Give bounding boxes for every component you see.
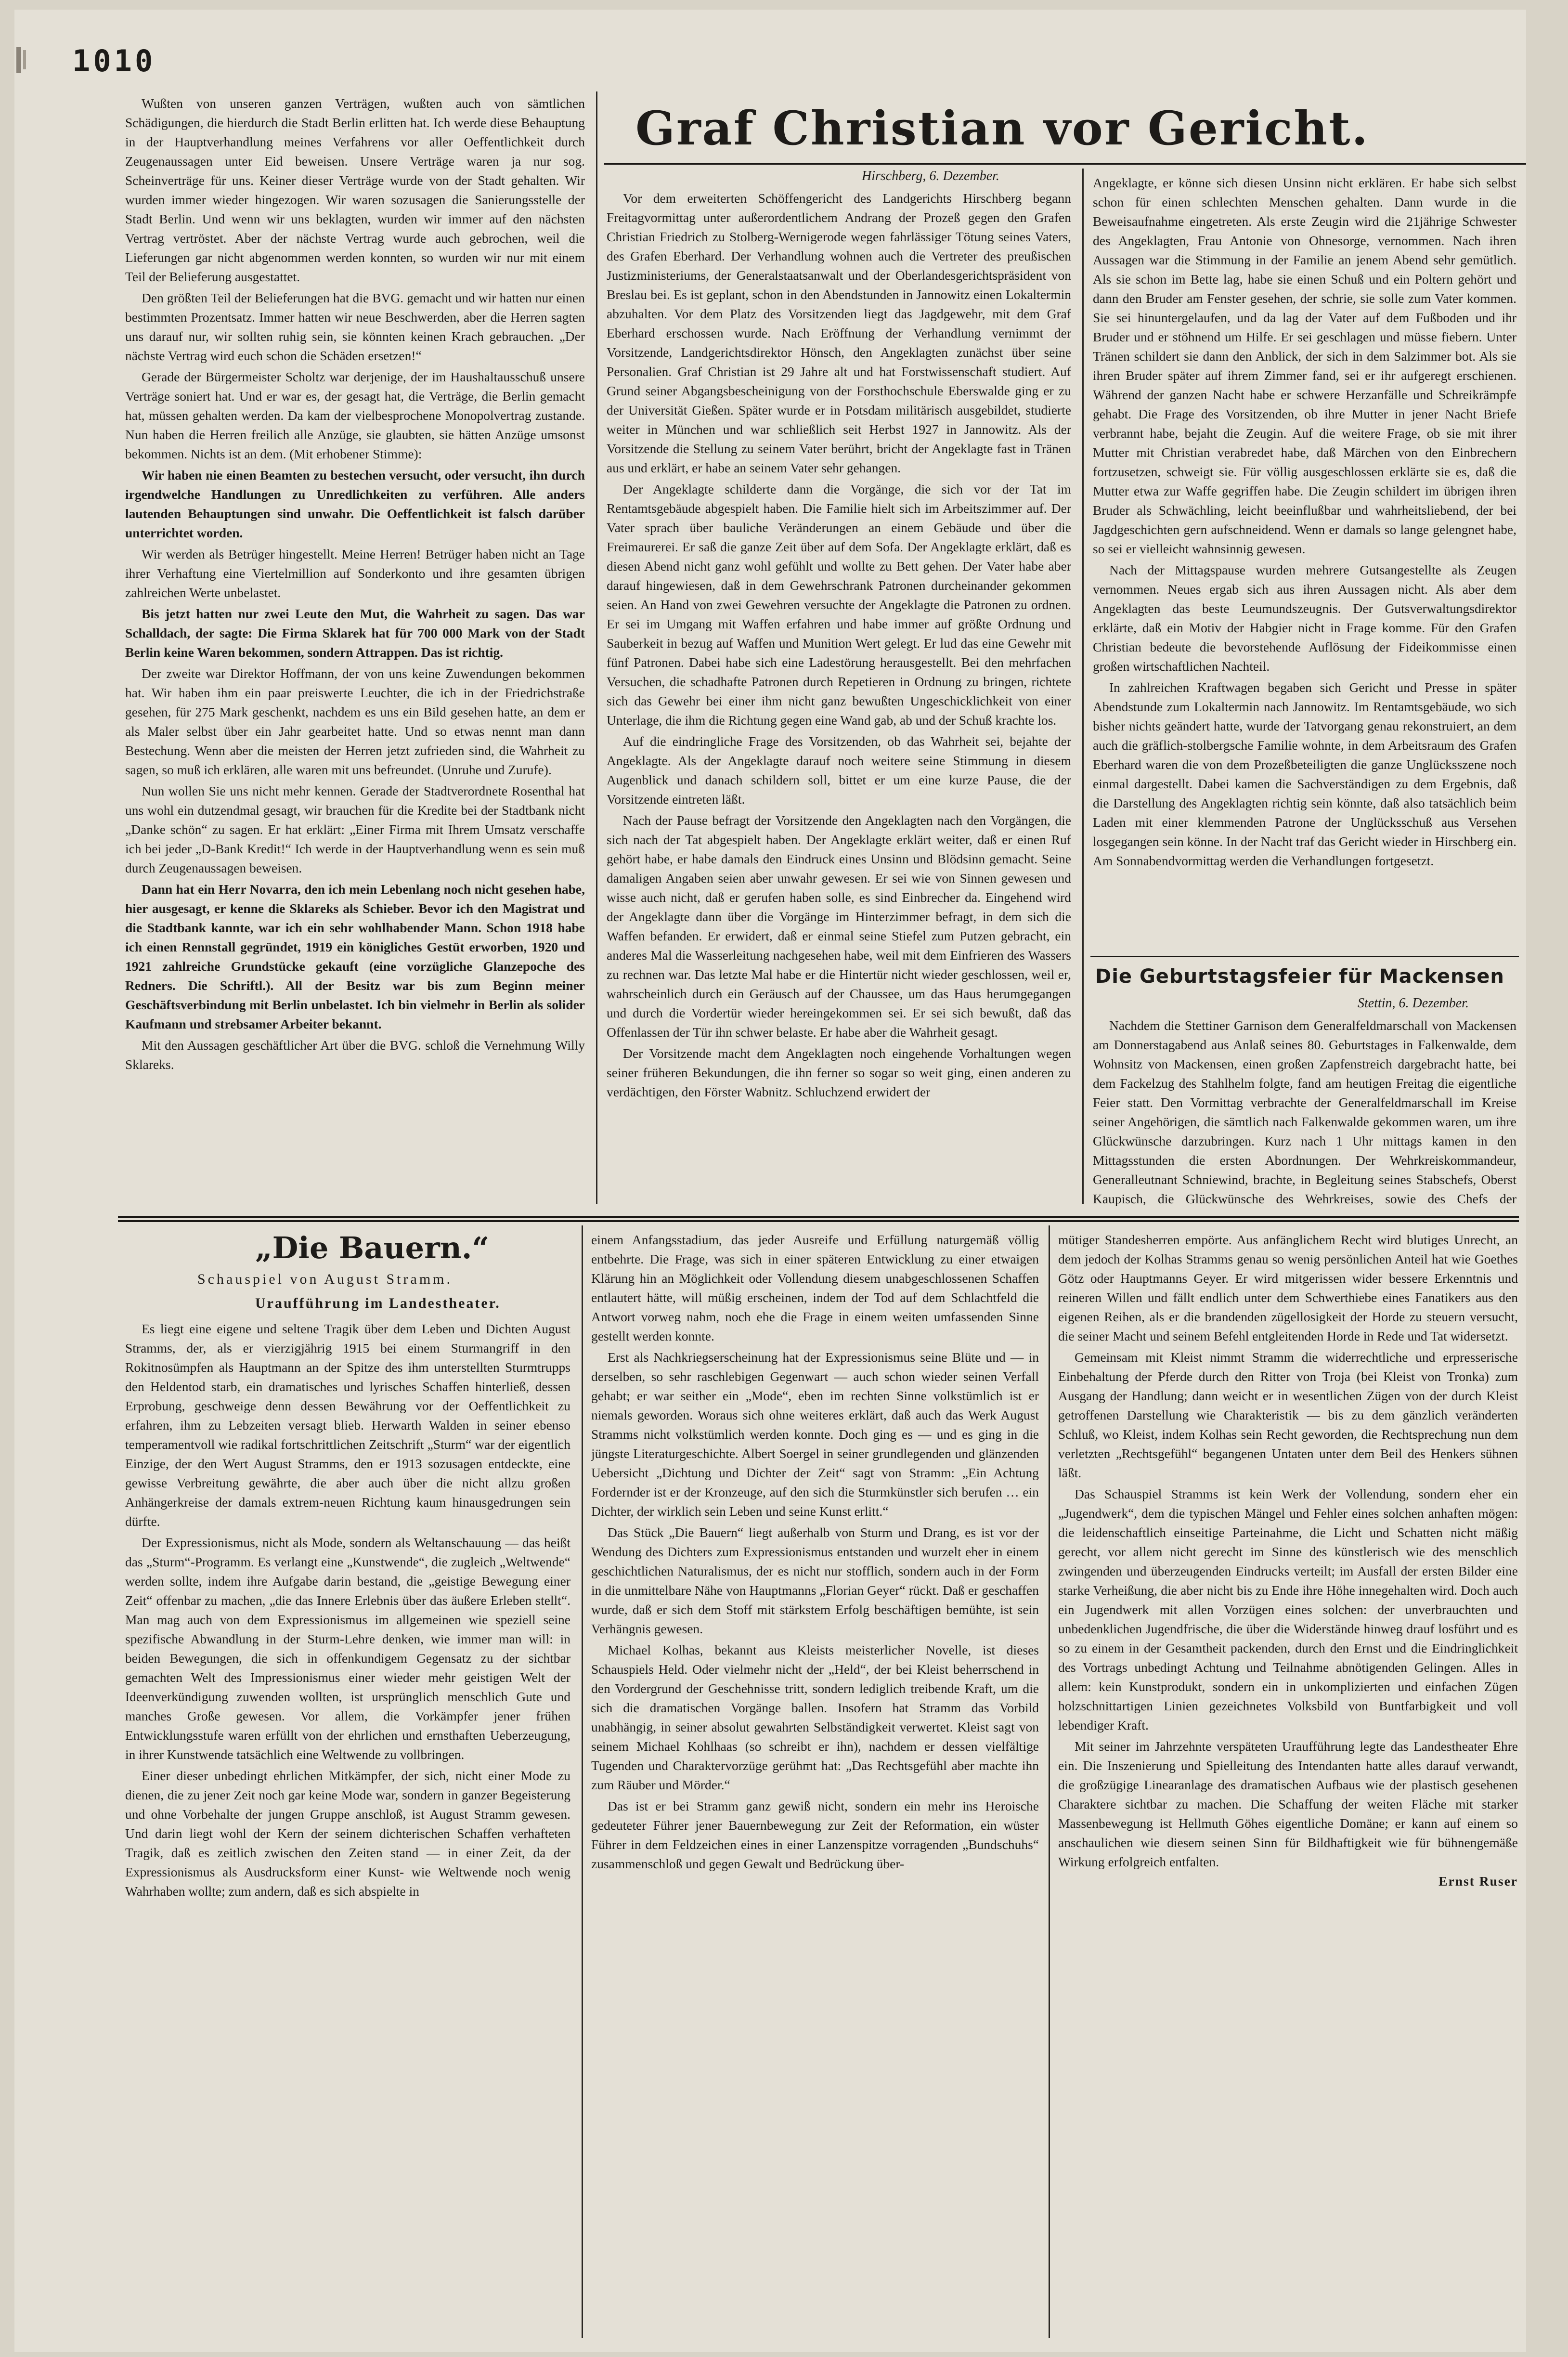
- dateline: Stettin, 6. Dezember.: [1358, 996, 1469, 1011]
- paragraph: Michael Kolhas, bekannt aus Kleists meisterlicher Novelle, ist dieses Schauspiels Held. Oder vielmehr nicht der „Held“, der bei Kleist beherrschend in den Vordergrund der Geschehnisse tritt, sondern lediglich treibende Kraft, um die sich die dramatischen Vorgänge ballen. Insofern hat Stramm das Vorbild unabhängig, in seiner absolut gewahrten Selbständigkeit verwertet. Kleist sagt von seinem Michael Kohlhaas (so schreibt er ihn), nachdem er dessen vielfältige Tugenden und Charaktervorzüge gerühmt hat: „Das Rechtsgefühl aber machte ihn zum Räuber und Mörder.“: [591, 1642, 1039, 1792]
- trial-column-1: [607, 189, 1071, 1205]
- binding-mark-graphic: [14, 43, 31, 77]
- paragraph: Auf die eindringliche Frage des Vorsitzenden, ob das Wahrheit sei, bejahte der Angeklagte. Als der Angeklagte darauf noch weitere seine Stimmung in diesem Augenblick und danach schildern soll, bittet er um eine kurze Pause, die der Vorsitzende eintreten läßt.: [607, 734, 1071, 807]
- article-subtitle: Schauspiel von August Stramm.: [197, 1271, 453, 1287]
- paragraph: Der Expressionismus, nicht als Mode, sondern als Weltanschauung — das heißt das „Sturm“-Programm. Es verlangt eine „Kunstwende“, die zugleich „Weltwende“ werden sollte, indem ihre Aufgabe darin bestand, die „geistige Bewegung einer Zeit“ offenbar zu machen, „die das Innere Erlebnis über das äußere Erleben stellt“. Man mag auch von dem Expressionismus im allgemeinen wie speziell seine spezifische Abwandlung in der Sturm-Lehre denken, wie immer man will: in beiden Bewegungen, die sich in offenkundigem Gegensatz zu der sichtbar gemachten Welt des Impressionismus einer wieder mehr geistigen Welt der Ideenverkündigung zuwenden wollten, ist ursprünglich menschlich Gute und manches Große gewesen. Vor allem, die Vorkämpfer jener frühen Entwicklungsstufe waren erfüllt von der ehrlichen und ernsthaften Ueberzeugung, in ihrer Kunstwende tatsächlich eine Weltwende zu vollbringen.: [125, 1535, 570, 1762]
- article-headline: Graf Christian vor Gericht.: [635, 101, 1369, 156]
- article-kicker: Uraufführung im Landestheater.: [255, 1295, 501, 1311]
- paragraph: Erst als Nachkriegserscheinung hat der Expressionismus seine Blüte und — in derselben, so sehr raschlebigen Gegenwart — auch schon wieder seinen Verfall gehabt; er war seither ein „Mode“, eben im rechten Sinne volkstümlich ist er niemals geworden. Woraus sich ohne weiteres erklärt, daß auch das Werk August Stramms nicht volkstümlich werden konnte. Doch ging es — und es ging in die jüngste Literaturgeschichte. Albert Soergel in seiner grundlegenden und glänzenden Uebersicht „Dichtung und Dichter der Zeit“ sagt von Stramm: „Ein Achtung Fordernder ist er der Kronzeuge, auf den sich die Sturmkünstler sich berufen … ein Dichter, der wirklich sein Leben und seine Kunst erlitt.“: [591, 1350, 1039, 1519]
- bauern-column-1: [125, 1319, 570, 2335]
- newspaper-page: [14, 10, 1526, 2352]
- paragraph: Das Schauspiel Stramms ist kein Werk der Vollendung, sondern eher ein „Jugendwerk“, dem die typischen Mängel und Fehler eines solchen anhaften mögen: die leidenschaftlich einseitige Parteinahme, die Licht und Schatten nicht mäßig gerecht, vor allem nicht gerecht im Sinne des künstlerisch wie des menschlich zwingenden und überzeugenden Eindrucks verteilt; im Ausfall der ersten Bilder eine starke Verheißung, die aber nicht bis zu Ende ihre Höhe innegehalten wird. Doch auch ein Jugendwerk mit allen Vorzügen eines solchen: der unverbrauchten und unbedenklichen Jugendfrische, die über die Widerstände hinweg drauf losführt und es so zu einem in der Gesamtheit packenden, durch den Ernst und die Eindringlichkeit des Vortrags unbedingt Achtung und Teilnahme abnötigenden Gelingen. Alles in allem: kein Kunstprodukt, sondern ein in unkomplizierten und einfachen Zügen holzschnittartigen Linien gezeichnetes Volksbild von Buntfarbigkeit und voll lebendiger Kraft.: [1058, 1486, 1518, 1732]
- mackensen-column: [1093, 1016, 1516, 1206]
- article-separator: [1090, 956, 1519, 957]
- paragraph: Angeklagte, er könne sich diesen Unsinn nicht erklären. Er habe sich selbst schon für einen schlechten Menschen gehalten. Dann wurde in die Beweisaufnahme eingetreten. Als erste Zeugin wird die 21jährige Schwester des Angeklagten, Frau Antonie von Ohnesorge, vernommen. Nach ihren Aussagen war die Stimmung in der Familie an jenem Abend sehr gemütlich. Als sie schon im Bette lag, habe sie einen Schuß und ein Poltern gehört und dann den Bruder am Fenster gesehen, der schrie, sie solle zum Vater kommen. Sie sei hinuntergelaufen, und da lag der Vater auf dem Fußboden und ihr Bruder und er stöhnend um Hilfe. Er sei geschlagen und müsse fiebern. Unter Tränen schildert sie dann den Anblick, der sich in dem Salzimmer bot. Als sie ihren Bruder später auf ihrem Zimmer fand, sei er ihr aufgeregt erschienen. Während der ganzen Nacht habe er schwere Herzanfälle und Schreikrämpfe gehabt. Die Frage des Vorsitzenden, ob ihre Mutter in jener Nacht Briefe verbrannt habe, bejaht die Zeugin. Auf die weitere Frage, ob sie mit ihrer Mutter mit Christian verabredet habe, daß Märchen von den Einbrechern fortzusetzen, schweigt sie. Für völlig ausgeschlossen erklärte sie es, daß die Mutter etwa zur Waffe gegriffen habe. Die Zeugin schildert im übrigen ihren Bruder als Schwächling, leicht beeinflußbar und wahrheitsliebend, der bei Jagdgeschichten gern aufschneidend. Wenn er damals so lange gelengnet habe, so sei er vielleicht wahnsinnig gewesen.: [1093, 175, 1516, 556]
- paragraph: Wir haben nie einen Beamten zu bestechen versucht, oder versucht, ihn durch irgendwelche Handlungen zu Unredlichkeiten zu verführen. Alle anders lautenden Behauptungen sind unwahr. Die Oeffentlichkeit ist falsch darüber unterrichtet worden.: [125, 468, 585, 540]
- paragraph: einem Anfangsstadium, das jeder Ausreife und Erfüllung naturgemäß völlig entbehrte. Die Frage, was sich in einer späteren Entwicklung zu einer etwaigen Klärung hin an Möglichkeit oder Vollendung diesem unabgeschlossenen Schaffen entlautert hätte, will müßig erscheinen, indem der Tod auf dem Schlachtfeld die Antwort vorweg nahm, noch ehe die Frage in einem weiten umfassenden Sinne gestellt werden konnte.: [591, 1232, 1039, 1343]
- column-top-left: [125, 94, 585, 1201]
- paragraph: Dann hat ein Herr Novarra, den ich mein Lebenlang noch nicht gesehen habe, hier ausgesagt, er kenne die Sklareks als Schieber. Bevor ich den Magistrat und die Stadtbank kannte, war ich ein sehr wohlhabender Mann. Schon 1918 habe ich einen Rennstall gegründet, 1919 ein königliches Gestüt erworben, 1920 und 1921 zahlreiche Grundstücke gekauft (eine vorzügliche Glanzepoche des Redners. Die Schriftl.). All der Besitz war bis zum Beginn meiner Geschäftsverbindung mit Berlin unbelastet. Ich bin vielmehr in Berlin als solider Kaufmann und strebsamer Arbeiter bekannt.: [125, 882, 585, 1031]
- page-number: 1010: [72, 43, 156, 78]
- paragraph: Mit den Aussagen geschäftlicher Art über die BVG. schloß die Vernehmung Willy Sklareks.: [125, 1038, 585, 1072]
- paragraph: Das Stück „Die Bauern“ liegt außerhalb von Sturm und Drang, es ist vor der Wendung des Dichters zum Expressionismus entstanden und wurzelt eher in einem geschichtlichen Naturalismus, der es nicht nur stofflich, sondern auch in der Form in die unmittelbare Nähe von Hauptmanns „Florian Geyer“ rückt. Daß er geschaffen wurde, daß er sich dem Stoff mit stärkstem Erfolg beschäftigen bemühte, ist sein Verhängnis gewesen.: [591, 1525, 1039, 1636]
- paragraph: Nachdem die Stettiner Garnison dem Generalfeldmarschall von Mackensen am Donnerstagabend aus Anlaß seines 80. Geburtstages in Falkenwalde, dem Wohnsitz von Mackensen, einen großen Zapfenstreich dargebracht hatte, bei dem Fackelzug des Stahlhelm folgte, fand am heutigen Freitag die eigentliche Feier statt. Den Vormittag verbrachte der Generalfeldmarschall im Kreise seiner Angehörigen, die sämtlich nach Falkenwalde gekommen waren, um ihre Glückwünsche darzubringen. Kurz nach 1 Uhr mittags kamen in den Mittagsstunden die ersten Abordnungen. Der Wehrkreiskommandeur, Generalleutnant Schniewind, brachte, in Begleitung seines Stabschefs, Oberst Kaupisch, die Glückwünsche des Wehrkreises, sowie des Chefs der: [1093, 1018, 1516, 1206]
- paragraph: Der Vorsitzende macht dem Angeklagten noch eingehende Vorhaltungen wegen seiner früheren Bekundungen, die ihn ferner so sogar so weit ging, einen anderen zu verdächtigen, den Förster Wabnitz. Schluchzend erwidert der: [607, 1046, 1071, 1099]
- paragraph: Wußten von unseren ganzen Verträgen, wußten auch von sämtlichen Schädigungen, die hierdurch die Stadt Berlin erlitten hat. Ich werde diese Behauptung in der Hauptverhandlung meines Verfahrens vor aller Oeffentlichkeit durch Zeugenaussagen unter Eid beweisen. Unsere Verträge waren ja nur sog. Scheinverträge für uns. Keiner dieser Verträge wurde von der Stadt gehalten. Wir wurden immer wieder hingezogen. Wir waren sozusagen die Sanierungsstelle der Stadt Berlin. Und wenn wir uns beklagten, wurden wir immer auf den nächsten Vertrag vertröstet. Aber der nächste Vertrag wurde auch gebrochen, weil die Lieferungen gar nicht abgenommen werden konnten, so wurden wir nur mit einem Teil der Belieferung ausgestattet.: [125, 96, 585, 284]
- paragraph: In zahlreichen Kraftwagen begaben sich Gericht und Presse in später Abendstunde zum Lokaltermin nach Jannowitz. Im Rentamtsgebäude, wo sich bisher nichts geändert hatte, wurde der Tatvorgang genau rekonstruiert, an dem auch die gräflich-stolbergsche Familie wohnte, in dem Arbeitsraum des Grafen Eberhard waren die von dem Prozeßbeteiligten die ganze Unglücksszene noch einmal dargestellt. Dabei kamen die Sachverständigen zu dem Ergebnis, daß die Darstellung des Angeklagten richtig sein könnte, daß also tatsächlich beim Laden mit einer klemmenden Patrone der Unglücksschuß aus Versehen losgegangen sein könne. In der Nacht traf das Gericht wieder in Hirschberg ein. Am Sonnabendvormittag werden die Verhandlungen fortgesetzt.: [1093, 680, 1516, 868]
- trial-column-2: [1093, 173, 1516, 953]
- bauern-column-3: [1058, 1230, 1518, 2335]
- paragraph: Der Angeklagte schilderte dann die Vorgänge, die sich vor der Tat im Rentamtsgebäude abgespielt haben. Die Familie hielt sich im Arbeitszimmer auf. Der Vater sprach über bauliche Veränderungen an einem Gebäude und über die Freimaurerei. Er saß die ganze Zeit über auf dem Sofa. Der Angeklagte erklärt, daß es diesen Abend nicht ganz wohl gefühlt und wollte zu Bett gehen. Der Vater habe aber darauf hingewiesen, daß in dem Gewehrschrank Patronen durcheinander gekommen seien. An Hand von zwei Gewehren versuchte der Angeklagte die Patronen zu ordnen. Er sei im Umgang mit Waffen erfahren und habe immer auf größte Ordnung und Sauberkeit in bezug auf Waffen und Munition Wert gelegt. Er lud das eine Gewehr mit fünf Patronen. Dabei habe sich eine Ladestörung herausgestellt. Bei den mehrfachen Versuchen, die schadhafte Patronen durch Repetieren in Ordnung zu bringen, richtete sich das Gewehr bei einer ihm nicht ganz bewußten Ungeschicklichkeit von einer Unterlage, die ihm die Richtung gegen eine Wand gab, ab und der Schuß krachte los.: [607, 482, 1071, 728]
- paragraph: Der zweite war Direktor Hoffmann, der von uns keine Zuwendungen bekommen hat. Wir haben ihm ein paar preiswerte Leuchter, die ich in der Friedrichstraße gesehen, für 275 Mark geschenkt, nachdem es uns ein Bild gesehen hatte, an dem er als Maler selbst über ein Jahr gearbeitet hatte. Und so etwas nennt man dann Bestechung. Wenn aber die meisten der Herren jetzt zufrieden sind, die Wahrheit zu sagen, so muß ich erklären, alle waren mit uns befreundet. (Unruhe und Zurufe).: [125, 666, 585, 777]
- article-headline-bauern: „Die Bauern.“: [255, 1230, 490, 1265]
- section-divider: [118, 1216, 1519, 1222]
- paragraph: Nun wollen Sie uns nicht mehr kennen. Gerade der Stadtverordnete Rosenthal hat uns wohl ein dutzendmal gesagt, wir brauchen für die Kredite bei der Stadtbank nicht „Danke schön“ zu sagen. Er hat erklärt: „Einer Firma mit Ihrem Umsatz verschaffe ich bei jeder „D-Bank Kredit!“ Ich werde in der Hauptverhandlung wenn es sein muß durch Zeugenaussagen beweisen.: [125, 783, 585, 875]
- paragraph: Mit seiner im Jahrzehnte verspäteten Uraufführung legte das Landestheater Ehre ein. Die Inszenierung und Spielleitung des Intendanten hatte alles darauf verwandt, die großzügige Linearanlage des dramatischen Aufbaus wie der plastisch gesehenen Charaktere sichtbar zu machen. Die Schaffung der weiten Fläche mit starker Massenbewegung ist Hellmuth Göhes eigentliche Domäne; er kann auf einem so anschaulichen wie diesem seinen Sinn für Bildhaftigkeit wie für bühnengemäße Wirkung erfolgreich entfalten.: [1058, 1739, 1518, 1869]
- paragraph: Gemeinsam mit Kleist nimmt Stramm die widerrechtliche und erpresserische Einbehaltung der Pferde durch den Ritter von Troja (bei Kleist von Tronka) zum Ausgang der Handlung; dann weicht er in wesentlichen Zügen von der durch Kleist getroffenen Darstellung wie Charakteristik — bis zu dem gänzlich veränderten Schluß, wo Kleist, indem Kolhas sein Recht geworden, die Rechtsprechung nun dem verletzten „Rechtsgefühl“ begangenen Untaten unter dem Beil des Henkers sühnen läßt.: [1058, 1350, 1518, 1480]
- paragraph: Einer dieser unbedingt ehrlichen Mitkämpfer, der sich, nicht einer Mode zu dienen, die zu jener Zeit noch gar keine Mode war, sondern in ganzer Begeisterung und ohne Vorbehalte der jungen Gruppe anschloß, ist August Stramm gewesen. Und darin liegt wohl der Kern der seinem dichterischen Schaffen verhafteten Tragik, daß es zeitlich zwischen den Zeiten stand — in einer Zeit, da der Expressionismus als Ausdrucksform einer Kunst- wie Weltwende noch wenig Wahrhaben wollte; zum andern, daß es sich abspielte in: [125, 1768, 570, 1899]
- column-rule: [1082, 169, 1084, 1204]
- paragraph: Das ist er bei Stramm ganz gewiß nicht, sondern ein mehr ins Heroische gedeuteter Führer jener Bauernbewegung zur Zeit der Reformation, ein wüster Führer in dem Feldzeichen eines in einer Lanzenspitze vorragenden „Bundschuhs“ zusammenschloß und gegen Gewalt und Bedrückung über-: [591, 1798, 1039, 1871]
- paragraph: Nach der Pause befragt der Vorsitzende den Angeklagten nach den Vorgängen, die sich nach der Tat abgespielt haben. Der Angeklagte erklärt weiter, daß er einen Ruf gehört habe, er habe damals den Eindruck eines Unsinn und Blödsinn gemacht. Seine damaligen Angaben seien aber unwahr gewesen. Er sei wie von Sinnen gewesen und wisse auch nicht, daß er gerufen haben solle, es sind Einbrecher da. Eingehend wird der Angeklagte dann über die Vorgänge im Hinterzimmer befragt, in dem sich die Waffen befanden. Er erwidert, daß er einmal seine Stiefel zum Putzen gebracht, ein anderes Mal die Wasserleitung nachgesehen habe, weil mit dem Einfrieren des Wassers zu rechnen war. Das letzte Mal habe er die Hintertür nicht wieder geschlossen, weil er, wahrscheinlich durch ein Geräusch auf der Chaussee, um das Haus herumgegangen und durch die Vordertür wieder hereingekommen sei. Er sei sich bewußt, daß das Offenlassen der Tür ihn schwer belaste. Er habe aber die Wahrheit gesagt.: [607, 813, 1071, 1040]
- paragraph: Den größten Teil der Belieferungen hat die BVG. gemacht und wir hatten nur einen bestimmten Prozentsatz. Immer hatten wir neue Beschwerden, aber die Herren sagten uns darauf nur, wir sollten ruhig sein, sie könnten keinen Krach gebrauchen. „Der nächste Vertrag wird euch schon die Schäden ersetzen!“: [125, 290, 585, 363]
- paragraph: Bis jetzt hatten nur zwei Leute den Mut, die Wahrheit zu sagen. Das war Schalldach, der sagte: Die Firma Sklarek hat für 700 000 Mark von der Stadt Berlin keine Waren bekommen, sondern Attrappen. Das ist richtig.: [125, 606, 585, 660]
- column-rule: [582, 1225, 583, 2338]
- author-byline: Ernst Ruser: [1438, 1874, 1518, 1888]
- article-headline-mackensen: Die Geburtstagsfeier für Mackensen: [1095, 965, 1504, 988]
- paragraph: mütiger Standesherren empörte. Aus anfänglichem Recht wird blutiges Unrecht, an dem jedoch der Kolhas Stramms genau so wenig persönlichen Anteil hat wie Goethes Götz oder Hauptmanns Geyer. Er wird mitgerissen wider bessere Erkenntnis und reineren Willen und fällt endlich unter dem Schwerthiebe eines Fanatikers aus den eigenen Reihen, als er die brandenden zügellosigkeit der Horde zu steuern versucht, die seiner Macht und seinem Befehl entgleitenden Horde in Rede und Tat widersetzt.: [1058, 1232, 1518, 1343]
- paragraph: Wir werden als Betrüger hingestellt. Meine Herren! Betrüger haben nicht an Tage ihrer Verhaftung eine Viertelmillion auf Sonderkonto und ihre gesamten übrigen zahlreichen Werte unbelastet.: [125, 547, 585, 600]
- headline-underline: [604, 163, 1526, 165]
- paragraph: Vor dem erweiterten Schöffengericht des Landgerichts Hirschberg begann Freitagvormittag unter außerordentlichem Andrang der Prozeß gegen den Grafen Christian Friedrich zu Stolberg-Wernigerode wegen fahrlässiger Tötung seines Vaters, des Grafen Eberhard. Der Verhandlung wohnen auch die Vertreter des preußischen Justizministeriums, der Generalstaatsanwalt und der Oberlandesgerichtspräsident von Breslau bei. Es ist geplant, schon in den Abendstunden in Jannowitz einen Lokaltermin abzuhalten. Vor dem Platz des Vorsitzenden liegt das Jagdgewehr, mit dem Graf Eberhard erschossen wurde. Nach Eröffnung der Verhandlung vernimmt der Vorsitzende, Landgerichtsdirektor Hönsch, den Angeklagten zunächst über seine Personalien. Graf Christian ist 29 Jahre alt und hat Forstwissenschaft studiert. Auf Grund seiner Abgangsbescheinigung von der Forsthochschule Eberswalde ging er zu der Universität Gießen. Später wurde er in Potsdam militärisch ausgebildet, studierte weiter in München und war schließlich seit Herbst 1927 in Jannowitz. Als der Vorsitzende die Stellung zu seinem Vater berührt, bricht der Angeklagte fast in Tränen aus und erklärt, er habe an seinem Vater sehr gehangen.: [607, 191, 1071, 475]
- bauern-column-2: [591, 1230, 1039, 2335]
- paragraph: Gerade der Bürgermeister Scholtz war derjenige, der im Haushaltausschuß unsere Verträge soniert hat. Und er war es, der gesagt hat, die Verträge, die Berlin gemacht hat, müssen gehalten werden. Da kam der vielbesprochene Monopolvertrag zustande. Nun haben die Herren freilich alle Anzüge, sie glaubten, sie hätten Anzüge umsonst bekommen. Nichts ist an dem. (Mit erhobener Stimme):: [125, 369, 585, 461]
- paragraph: Es liegt eine eigene und seltene Tragik über dem Leben und Dichten August Stramms, der, als er vierzigjährig 1915 bei einem Sturmangriff in den Rokitnosümpfen als Hauptmann an der Spitze des ihm unterstellten Sturmtrupps den Heldentod starb, ein dramatisches und lyrisches Schaffen hinterließ, dessen Erprobung, geschweige denn dessen Bewährung vor der Oeffentlichkeit zu erfahren, ihm zu Lebzeiten versagt blieb. Herwarth Walden in seiner ebenso temperamentvoll wie radikal fortschrittlichen Zeitschrift „Sturm“ war der eigentlich Einzige, der den Wert August Stramms, den er 1913 sozusagen entdeckte, eine gewisse Verbreitung gewährte, die aber auch über die nicht allzu großen Anhängerkreise der damals extrem-neuen Richtung kaum hinausgedrungen sein dürfte.: [125, 1321, 570, 1529]
- dateline: Hirschberg, 6. Dezember.: [862, 169, 999, 183]
- column-rule: [596, 91, 597, 1204]
- paragraph: Nach der Mittagspause wurden mehrere Gutsangestellte als Zeugen vernommen. Neues ergab sich aus ihren Aussagen nicht. Als aber dem Angeklagten das beste Leumundszeugnis. Der Gutsverwaltungsdirektor erklärte, daß ein Motiv der Habgier nicht in Frage komme. Für den Grafen Christian bedeute die bevorstehende Auflösung der Fideikommisse einen großen wirtschaftlichen Nachteil.: [1093, 562, 1516, 674]
- column-rule: [1049, 1225, 1050, 2338]
